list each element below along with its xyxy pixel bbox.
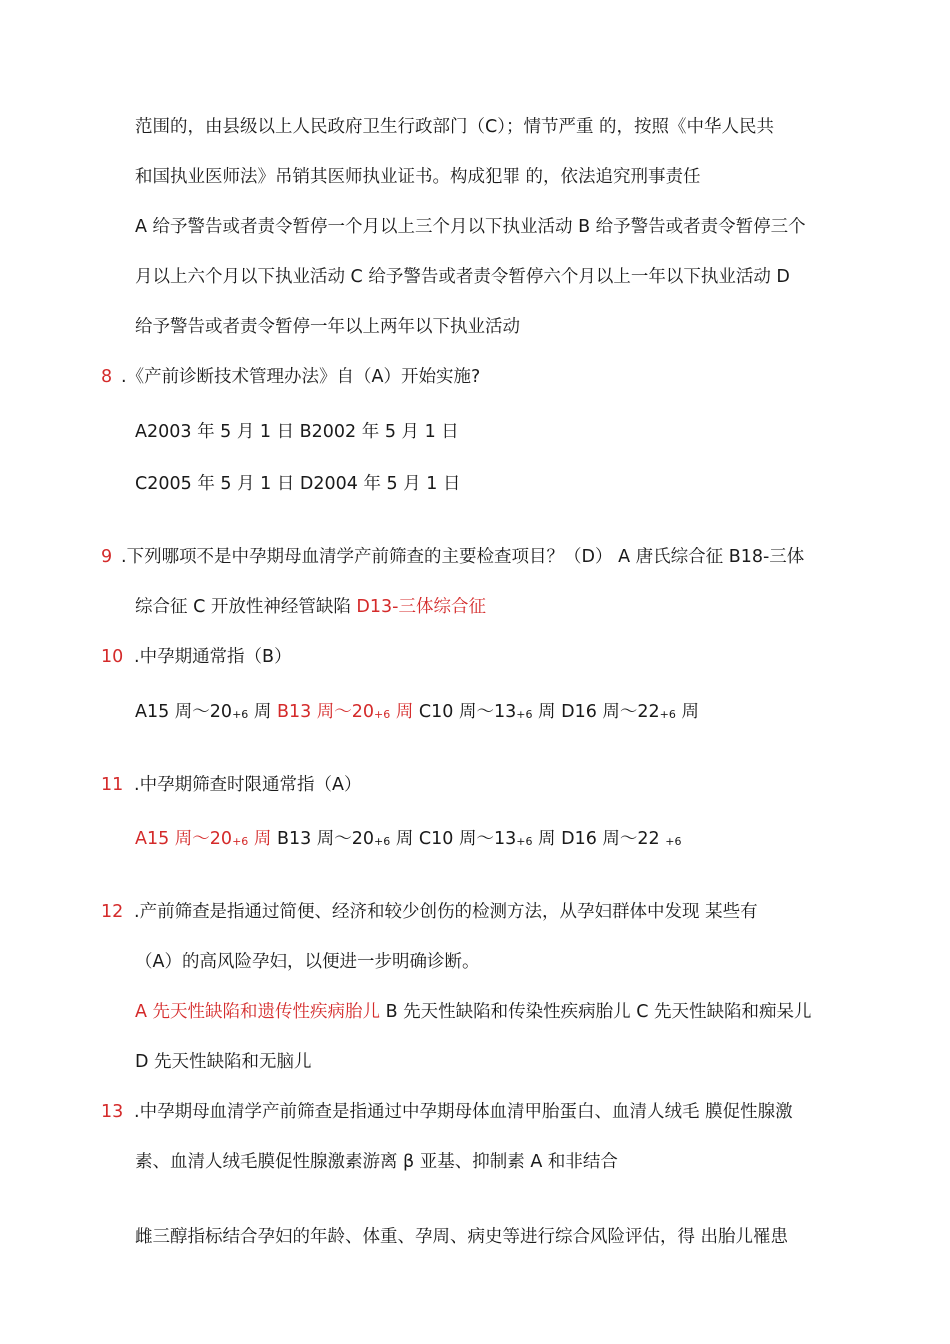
question-number: 13 [101,1102,124,1122]
option-text: 综合征 C 开放性神经管缺陷 [135,597,357,617]
text-line: 和国执业医师法》吊销其医师执业证书。构成犯罪 的，依法追究刑事责任 [135,167,701,187]
text-line: 月以上六个月以下执业活动 C 给予警告或者责令暂停六个月以上一年以下执业活动 D [135,267,790,287]
question-text: .中孕期筛查时限通常指（A） [134,775,362,795]
question-text: 雌三醇指标结合孕妇的年龄、体重、孕周、病史等进行综合风险评估，得 出胎儿罹患 [135,1227,789,1247]
option-text: B 先天性缺陷和传染性疾病胎儿 C 先天性缺陷和痴呆儿 [380,1002,812,1022]
question-number: 8 [101,367,113,387]
text-line: 范围的，由县级以上人民政府卫生行政部门（C）；情节严重 的，按照《中华人民共 [135,117,775,137]
answer-options [135,1000,812,1024]
option-d: D16 周$\sim 22_{+6}$ 周 [561,702,699,722]
answer-options: C2005 年 5 月 1 日 D2004 年 5 月 1 日 [135,474,461,494]
question-text: （A）的高风险孕妇，以便进一步明确诊断。 [135,952,480,972]
option-b: B13 周$\sim 20_{+6}$ 周 [271,829,419,849]
correct-answer: D13-三体综合征 [356,597,486,617]
question-text: 素、血清人绒毛膜促性腺激素游离 β 亚基、抑制素 A 和非结合 [135,1152,618,1172]
question-number: 10 [101,647,124,667]
option-a: A15 周$\sim 20_{+6}$ 周 [135,702,277,722]
question-text: .产前筛查是指通过简便、经济和较少创伤的检测方法，从孕妇群体中发现 某些有 [134,902,758,922]
answer-options [135,595,486,619]
question-text: .中孕期母血清学产前筛查是指通过中孕期母体血清甲胎蛋白、血清人绒毛 膜促性腺激 [134,1102,793,1122]
correct-answer: A 先天性缺陷和遗传性疾病胎儿 [135,1002,381,1022]
answer-options: A2003 年 5 月 1 日 B2002 年 5 月 1 日 [135,422,459,442]
correct-answer: A15 周$\sim 20_{+6}$ 周 [135,829,272,849]
question-number: 9 [101,547,113,567]
text-line: 给予警告或者责令暂停一年以上两年以下执业活动 [135,317,520,337]
question-number: 12 [101,902,124,922]
question-text: .《产前诊断技术管理办法》自（A）开始实施? [121,367,481,387]
option-d: D16 周～22 $_{+6}$ [561,829,682,849]
question-text: .下列哪项不是中孕期母血清学产前筛查的主要检查项目？（D） A 唐氏综合征 B18-三体 [121,547,805,567]
answer-options: D 先天性缺陷和无脑儿 [135,1052,312,1072]
answer-options [135,827,681,854]
question-number: 11 [101,775,124,795]
option-c: C10 周$\sim 13_{+6}$ 周 [413,702,562,722]
answer-options [135,700,699,727]
text-line: A 给予警告或者责令暂停一个月以上三个月以下执业活动 B 给予警告或者责令暂停三个 [135,217,806,237]
correct-answer: B13 周$\sim 20_{+6}$ 周 [276,702,414,722]
question-text: .中孕期通常指（B） [134,647,292,667]
option-c: C10 周$\sim 13_{+6}$ 周 [418,829,562,849]
